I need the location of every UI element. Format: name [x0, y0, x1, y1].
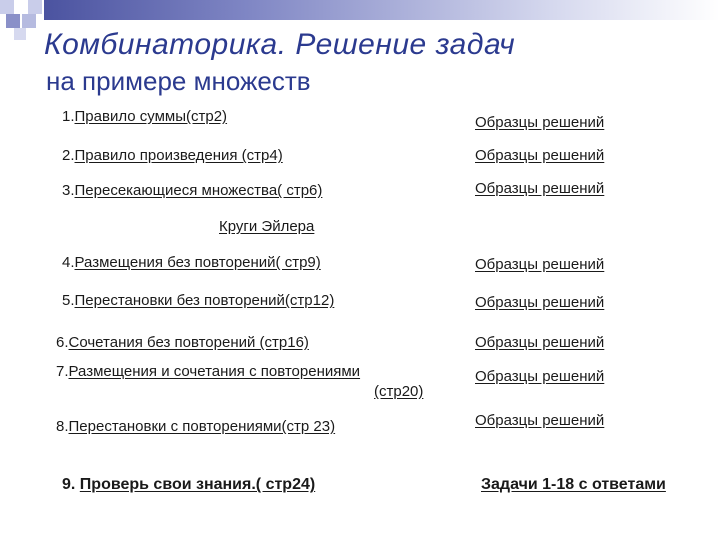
solutions-link-4[interactable] [475, 256, 604, 273]
solutions-link-7[interactable] [475, 368, 604, 385]
solutions-label: Образцы решений [475, 114, 605, 131]
solutions-label: Образцы решений [475, 180, 605, 197]
topic-number: 8. [56, 418, 69, 435]
solutions-link-2[interactable] [475, 147, 604, 164]
topic-link-with-repetitions-page[interactable] [374, 383, 423, 400]
topic-link-intersecting-sets[interactable] [62, 182, 322, 199]
solutions-label: Образцы решений [475, 147, 605, 164]
deco-band [44, 0, 720, 20]
solutions-label: Образцы решений [475, 256, 605, 273]
topic-number: 1. [62, 108, 75, 125]
solutions-link-8[interactable] [475, 412, 604, 429]
topic-link-permutations-repetitions[interactable] [56, 418, 335, 435]
solutions-link-6[interactable] [475, 334, 604, 351]
topic-link-product-rule[interactable] [62, 147, 283, 164]
topic-label: Пересекающиеся множества( стр6) [74, 182, 323, 199]
topic-link-self-check[interactable] [62, 476, 315, 494]
deco-square [14, 28, 26, 40]
deco-square [6, 14, 20, 28]
topic-label: Правило произведения (стр4) [74, 147, 283, 164]
solutions-link-1[interactable] [475, 114, 604, 131]
topic-label: Размещения и сочетания с повторениями [68, 363, 361, 380]
topic-label: Сочетания без повторений (стр16) [68, 334, 309, 351]
topic-label: Проверь свои знания.( стр24) [79, 476, 316, 493]
solutions-label: Образцы решений [475, 294, 605, 311]
deco-square [22, 14, 36, 28]
topic-link-sum-rule[interactable] [62, 108, 227, 125]
deco-square [0, 0, 14, 14]
topic-label: Размещения без повторений( стр9) [74, 254, 321, 271]
topic-label: Круги Эйлера [219, 218, 315, 235]
slide-subtitle: на примере множеств [46, 66, 311, 96]
solutions-link-3[interactable] [475, 180, 604, 197]
topic-number: 7. [56, 363, 69, 380]
solutions-link-5[interactable] [475, 294, 604, 311]
topic-number: 6. [56, 334, 69, 351]
topic-label: Перестановки без повторений(стр12) [74, 292, 335, 309]
topic-link-combinations[interactable] [56, 334, 309, 351]
topic-link-euler-circles[interactable] [219, 218, 314, 235]
solutions-label: Образцы решений [475, 368, 605, 385]
topic-number: 4. [62, 254, 75, 271]
topic-link-permutations[interactable] [62, 292, 334, 309]
topic-label: (стр20) [374, 383, 424, 400]
topic-number: 5. [62, 292, 75, 309]
topic-link-arrangements[interactable] [62, 254, 321, 271]
topic-link-with-repetitions[interactable] [56, 363, 360, 380]
slide-title: Комбинаторика. Решение задач [44, 28, 516, 61]
tasks-label: Задачи 1-18 с ответами [481, 476, 666, 493]
topic-number: 9. [62, 476, 80, 493]
deco-square [14, 0, 28, 14]
solutions-label: Образцы решений [475, 412, 605, 429]
topic-number: 3. [62, 182, 75, 199]
tasks-with-answers-link[interactable] [481, 476, 666, 494]
solutions-label: Образцы решений [475, 334, 605, 351]
topic-label: Правило суммы(стр2) [74, 108, 228, 125]
topic-label: Перестановки с повторениями(стр 23) [68, 418, 336, 435]
deco-square [28, 0, 42, 14]
topic-number: 2. [62, 147, 75, 164]
